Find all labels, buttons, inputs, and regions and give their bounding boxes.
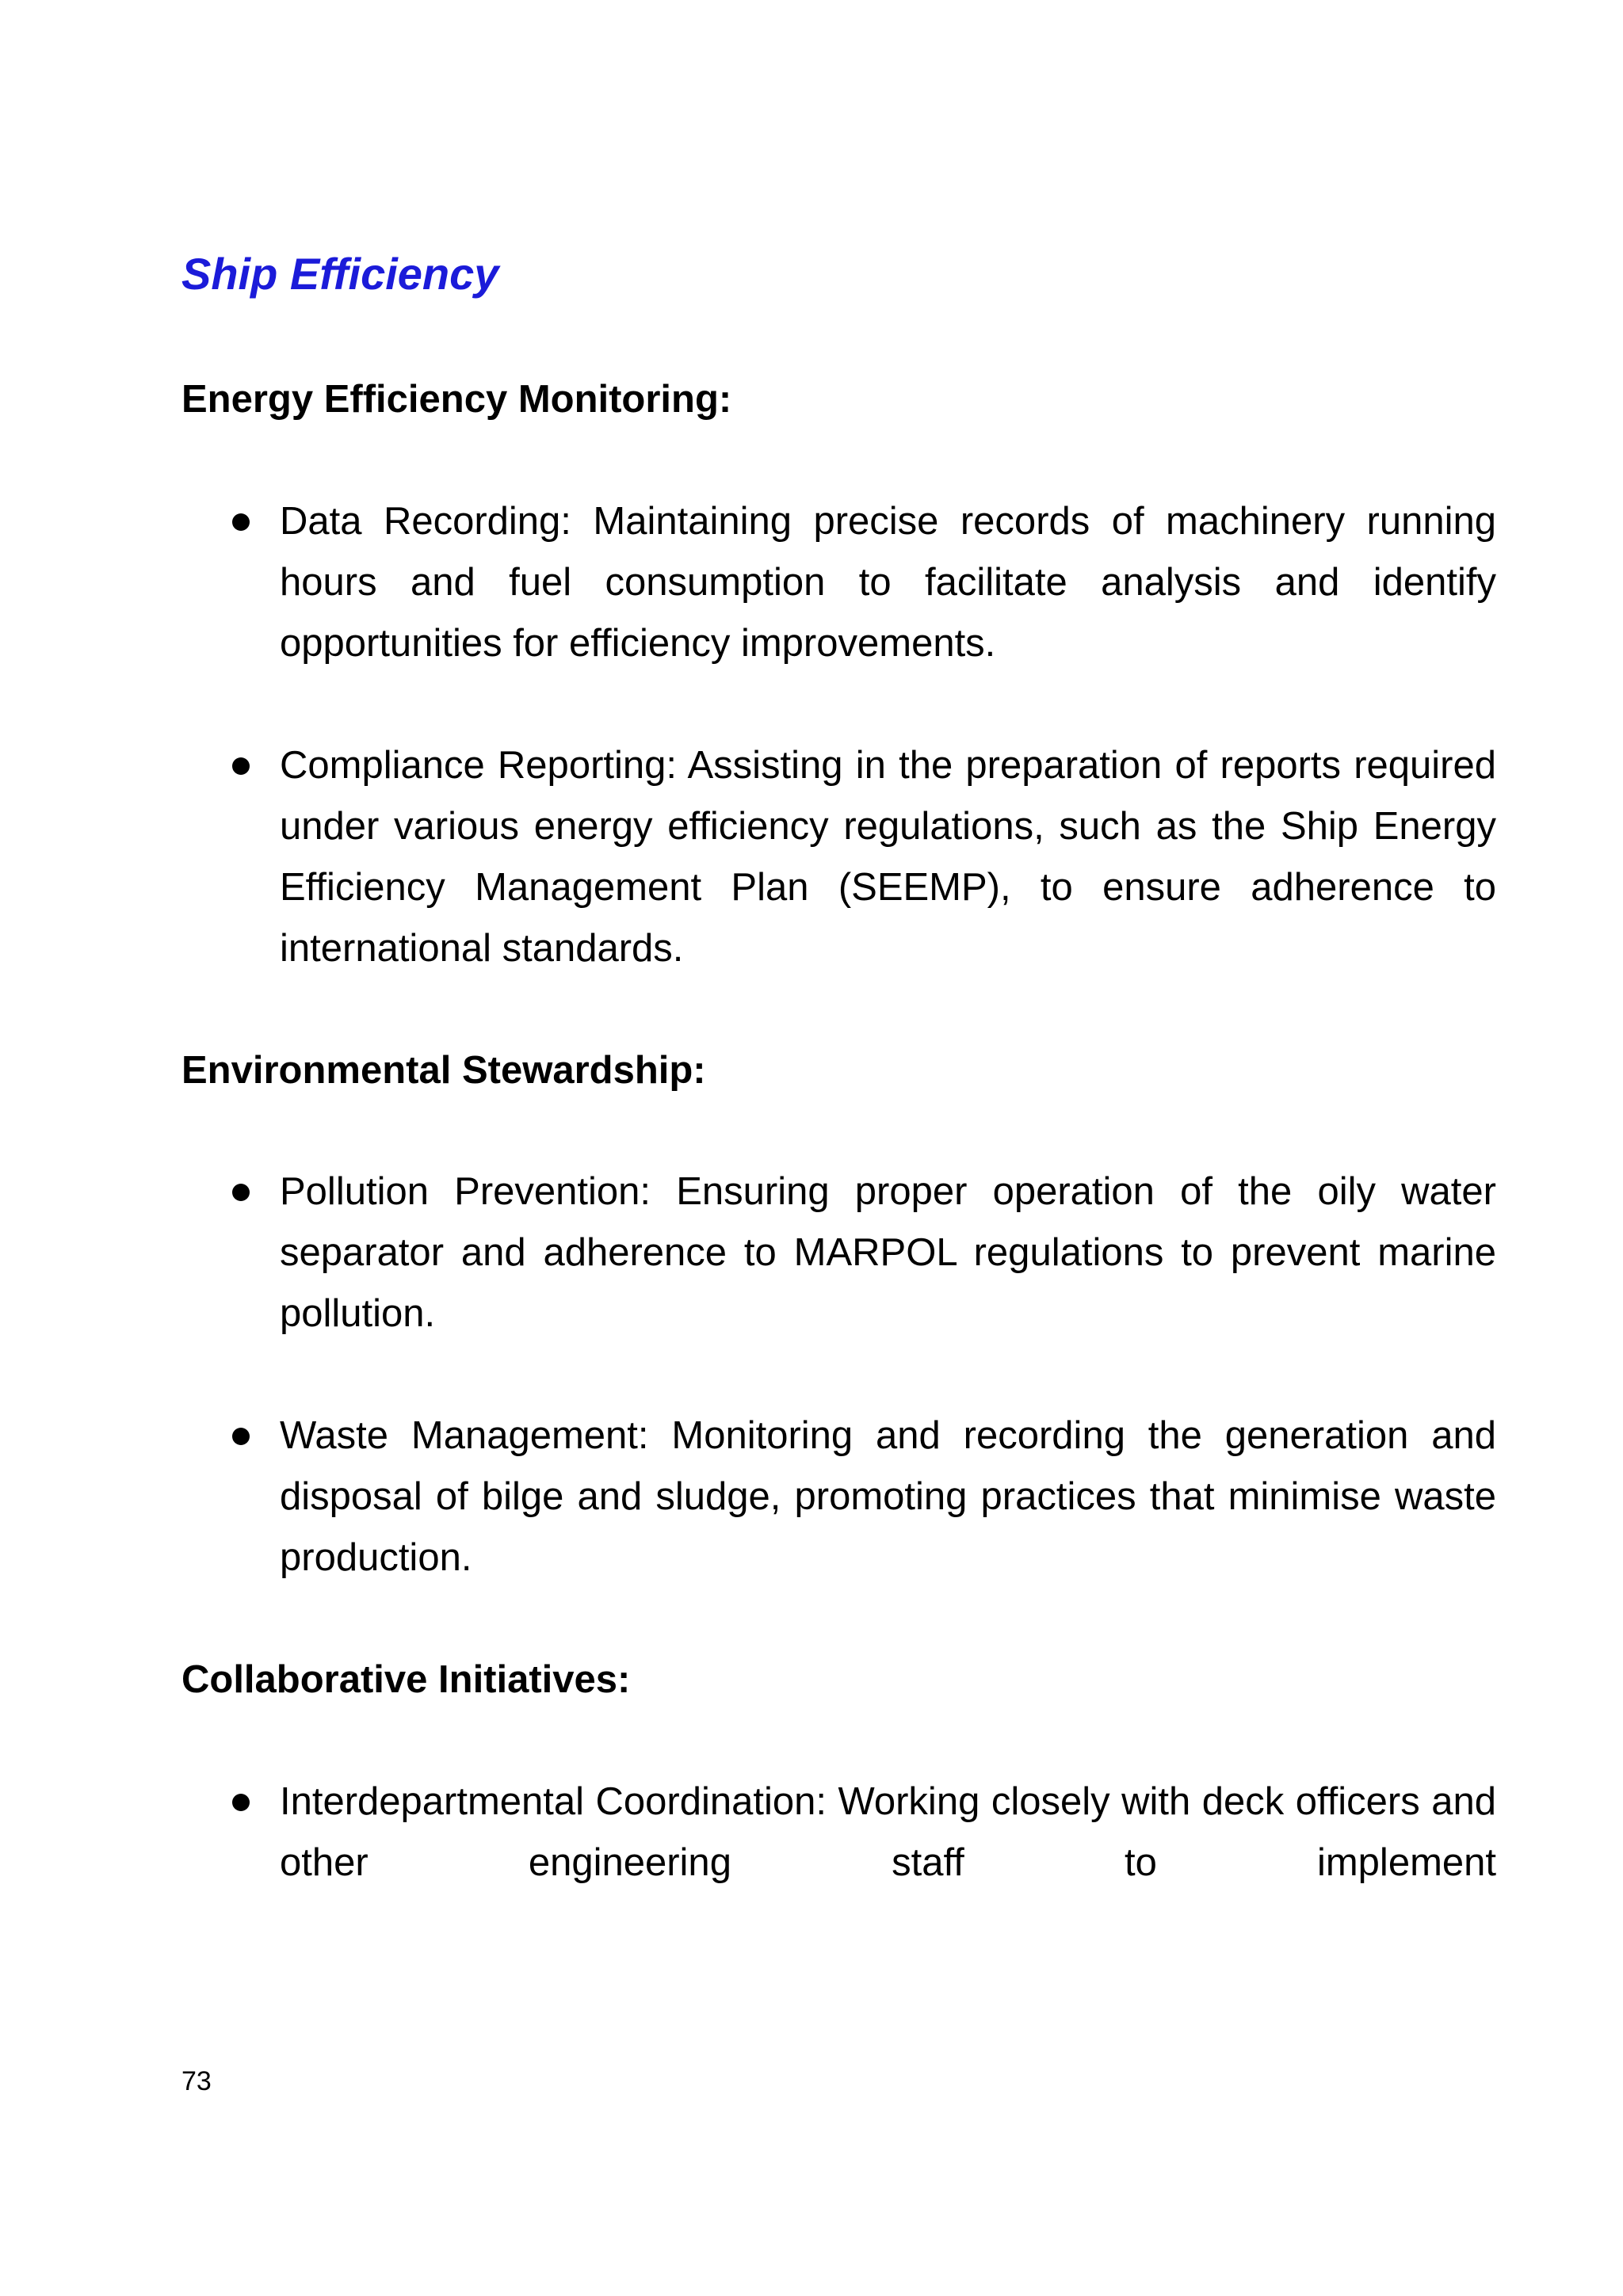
list-item [229,1161,1496,1344]
page-title: Ship Efficiency [181,249,499,299]
bullet-icon [232,513,250,531]
bullet-icon [232,1184,250,1201]
bullet-text: Data Recording: Maintaining precise records of machinery running hours and fuel consumption to facilitate analysis and identify opportunities for efficiency improvements. [280,500,1496,665]
page-number: 73 [181,2066,212,2096]
bullet-text: Interdepartmental Coordination: Working closely with deck officers and other engineering staff to implement [280,1780,1496,1884]
bullet-icon [232,1794,250,1811]
bullet-icon [232,1428,250,1445]
bullet-text: Waste Management: Monitoring and recording the generation and disposal of bilge and sludge, promoting practices that minimise waste production. [280,1414,1496,1579]
list-item [229,1772,1496,1894]
section-heading-energy-efficiency-monitoring: Energy Efficiency Monitoring: [181,378,732,421]
list-item [229,735,1496,979]
list-item [229,491,1496,674]
bullet-text: Pollution Prevention: Ensuring proper operation of the oily water separator and adherence to MARPOL regulations to prevent marine pollution. [280,1170,1496,1335]
section-heading-environmental-stewardship: Environmental Stewardship: [181,1049,706,1092]
bullet-icon [232,757,250,775]
list-item [229,1405,1496,1589]
bullet-text: Compliance Reporting: Assisting in the preparation of reports required under various energy efficiency regulations, such as the Ship Energy Efficiency Management Plan (SEEMP), to ensure adherence to international standards. [280,744,1496,970]
section-heading-collaborative-initiatives: Collaborative Initiatives: [181,1658,631,1701]
